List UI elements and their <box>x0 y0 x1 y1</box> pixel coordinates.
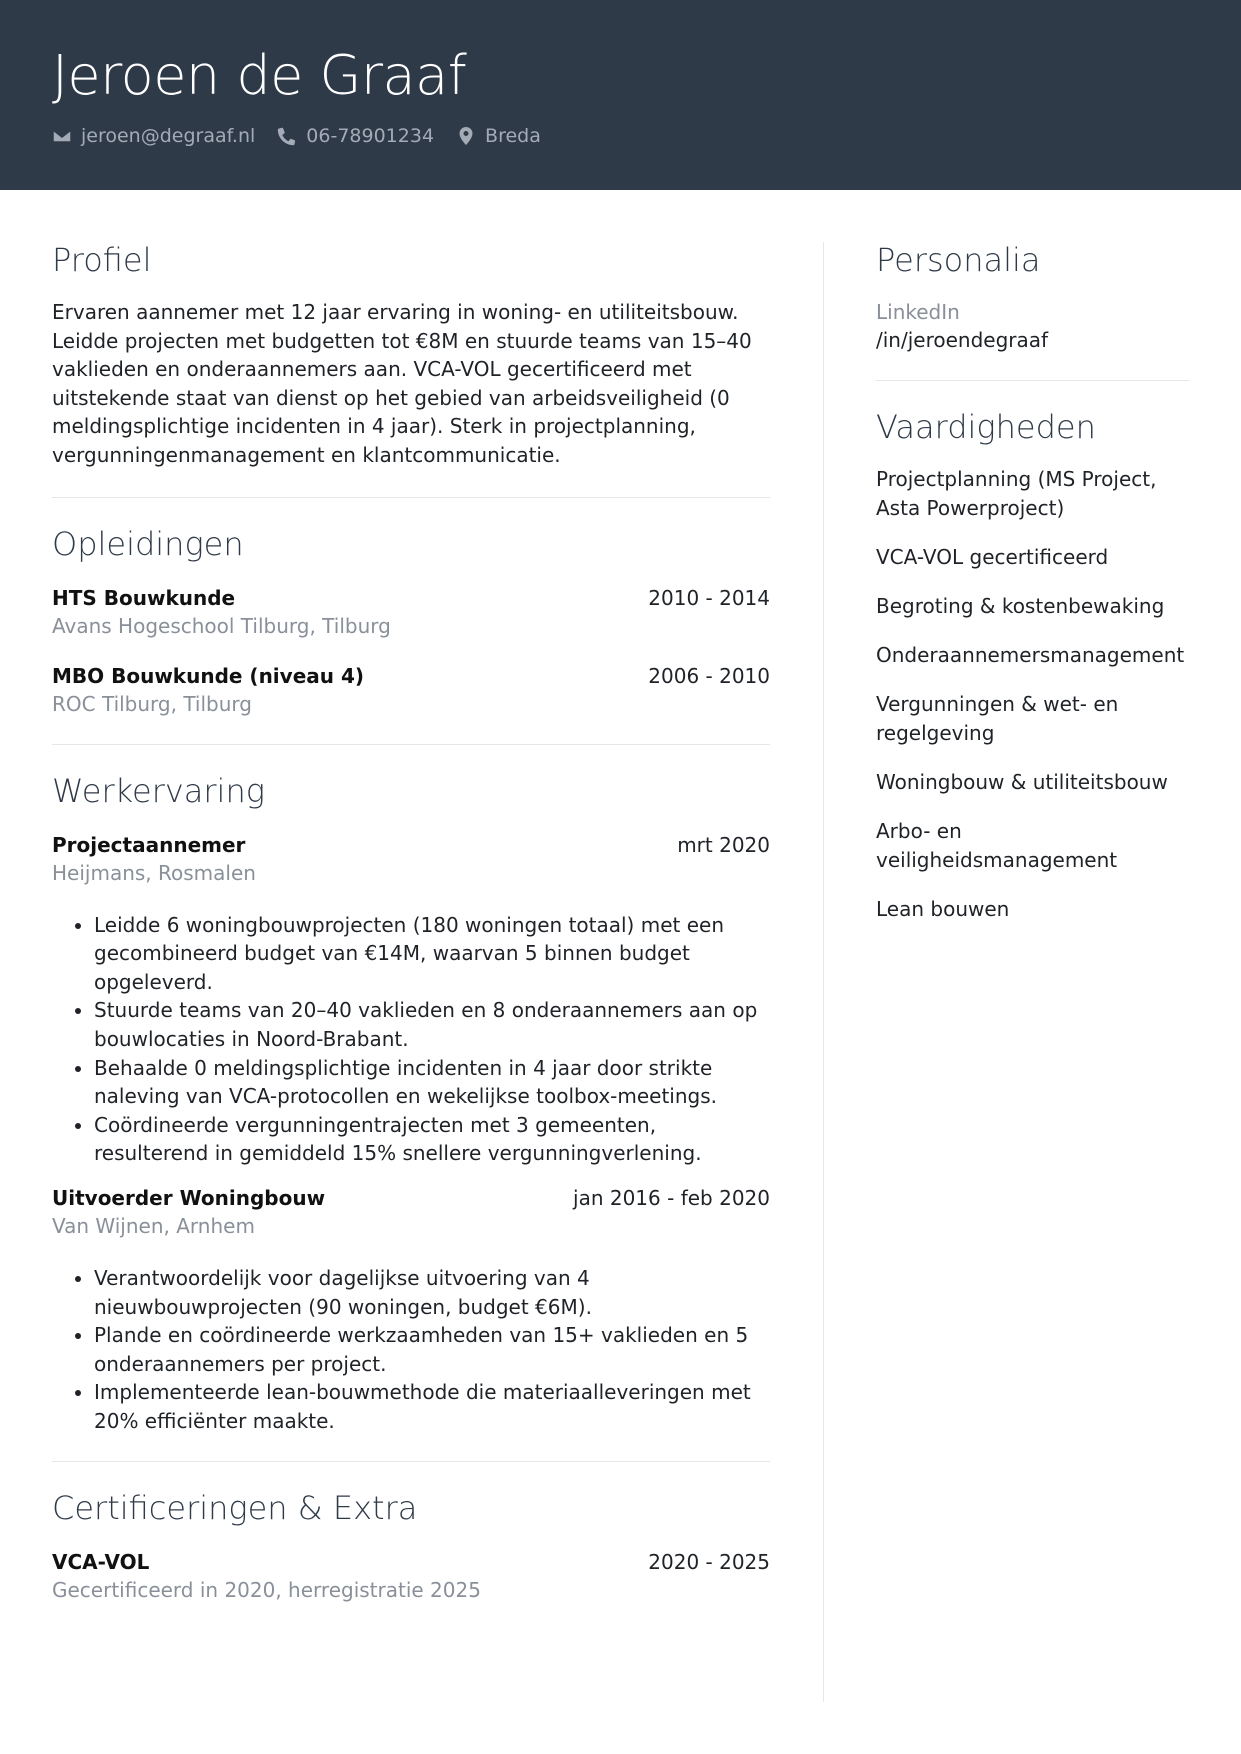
experience-entry <box>52 1184 770 1436</box>
section-title-certifications: Certificeringen & Extra <box>52 1489 418 1528</box>
education-dates: 2006 - 2010 <box>648 663 770 688</box>
achievement-item: • Behaalde 0 meldingsplichtige incidenten in 4 jaar door strikte naleving van VCA-protocollen en wekelijkse toolbox-meetings. <box>94 1054 770 1111</box>
email-text: jeroen@degraaf.nl <box>81 125 256 147</box>
location-text: Breda <box>485 125 541 147</box>
achievement-item: • Plande en coördineerde werkzaamheden van 15+ vaklieden en 5 onderaannemers per project. <box>94 1321 770 1378</box>
certification-detail: Gecertificeerd in 2020, herregistratie 2025 <box>52 1578 481 1603</box>
company-name: Van Wijnen, Arnhem <box>52 1213 255 1238</box>
achievement-list <box>52 1264 770 1436</box>
certifications-section <box>52 1488 770 1604</box>
map-pin-icon <box>456 126 476 146</box>
contact-phone[interactable] <box>277 125 434 147</box>
company-name: Heijmans, Rosmalen <box>52 860 256 885</box>
achievement-list <box>52 911 770 1168</box>
experience-section <box>52 771 770 1436</box>
contact-email[interactable] <box>52 125 255 147</box>
linkedin-link[interactable]: /in/jeroendegraaf <box>876 328 1049 352</box>
divider <box>52 744 770 745</box>
resume-header <box>0 0 1241 190</box>
divider <box>876 380 1190 381</box>
education-entry <box>52 662 770 718</box>
linkedin-label: LinkedIn <box>876 300 960 324</box>
phone-icon <box>277 126 297 146</box>
section-title-personal: Personalia <box>876 241 1041 279</box>
school-name: ROC Tilburg, Tilburg <box>52 691 252 716</box>
achievement-item: • Implementeerde lean-bouwmethode die materiaalleveringen met 20% efficiënter maakte. <box>94 1378 770 1435</box>
education-section <box>52 524 770 718</box>
divider <box>52 1461 770 1462</box>
candidate-name: Jeroen de Graaf <box>52 44 467 107</box>
degree-title: HTS Bouwkunde <box>52 585 236 610</box>
skill-item: Arbo- en veiligheidsmanagement <box>876 819 1118 872</box>
achievement-item: • Leidde 6 woningbouwprojecten (180 woningen totaal) met een gecombineerd budget van €14M, waarvan 5 binnen budget opgeleverd. <box>94 911 770 997</box>
skill-item: Projectplanning (MS Project, Asta Powerproject) <box>876 467 1157 520</box>
education-dates: 2010 - 2014 <box>648 585 770 610</box>
phone-text: 06-78901234 <box>306 125 435 147</box>
job-dates: jan 2016 - feb 2020 <box>573 1185 770 1210</box>
envelope-icon <box>52 126 72 146</box>
divider <box>52 497 770 498</box>
column-divider <box>823 242 824 1702</box>
section-title-skills: Vaardigheden <box>876 408 1096 446</box>
section-title-profile: Profiel <box>52 241 152 279</box>
job-dates: mrt 2020 <box>677 832 770 857</box>
main-column <box>52 240 770 1604</box>
experience-entry <box>52 831 770 1168</box>
job-title: Uitvoerder Woningbouw <box>52 1185 326 1210</box>
skill-item: Lean bouwen <box>876 897 1010 921</box>
degree-title: MBO Bouwkunde (niveau 4) <box>52 663 365 688</box>
skill-item: Vergunningen & wet- en regelgeving <box>876 692 1119 745</box>
certification-entry <box>52 1548 770 1604</box>
school-name: Avans Hogeschool Tilburg, Tilburg <box>52 613 391 638</box>
certification-name: VCA-VOL <box>52 1550 150 1575</box>
achievement-item: • Verantwoordelijk voor dagelijkse uitvoering van 4 nieuwbouwprojecten (90 woningen, budget €6M). <box>94 1264 770 1321</box>
profile-section <box>52 240 770 470</box>
section-title-education: Opleidingen <box>52 524 244 563</box>
certification-dates: 2020 - 2025 <box>648 1550 770 1575</box>
skills-section <box>876 407 1190 924</box>
sidebar <box>876 240 1190 924</box>
skill-item: Onderaannemersmanagement <box>876 643 1185 667</box>
job-title: Projectaannemer <box>52 832 246 857</box>
contact-location <box>456 125 541 147</box>
education-entry <box>52 584 770 640</box>
contact-bar <box>52 120 563 152</box>
skill-item: VCA-VOL gecertificeerd <box>876 545 1109 569</box>
profile-text: Ervaren aannemer met 12 jaar ervaring in woning- en utiliteitsbouw. Leidde projecten met budgetten tot €8M en stuurde teams van 15–40 vaklieden en onderaannemers aan. VCA-VOL gecertificeerd met uitstekende staat van dienst op het gebied van arbeidsveiligheid (0 meldingsplichtige incidenten in 4 jaar). Sterk in projectplanning, vergunningenmanagement en klantcommunicatie. <box>52 300 752 467</box>
section-title-experience: Werkervaring <box>52 771 265 810</box>
skill-item: Begroting & kostenbewaking <box>876 594 1165 618</box>
achievement-item: • Coördineerde vergunningentrajecten met 3 gemeenten, resulterend in gemiddeld 15% snellere vergunningverlening. <box>94 1111 770 1168</box>
personal-section <box>876 240 1190 354</box>
skill-item: Woningbouw & utiliteitsbouw <box>876 770 1168 794</box>
achievement-item: • Stuurde teams van 20–40 vaklieden en 8 onderaannemers aan op bouwlocaties in Noord-Brabant. <box>94 996 770 1053</box>
